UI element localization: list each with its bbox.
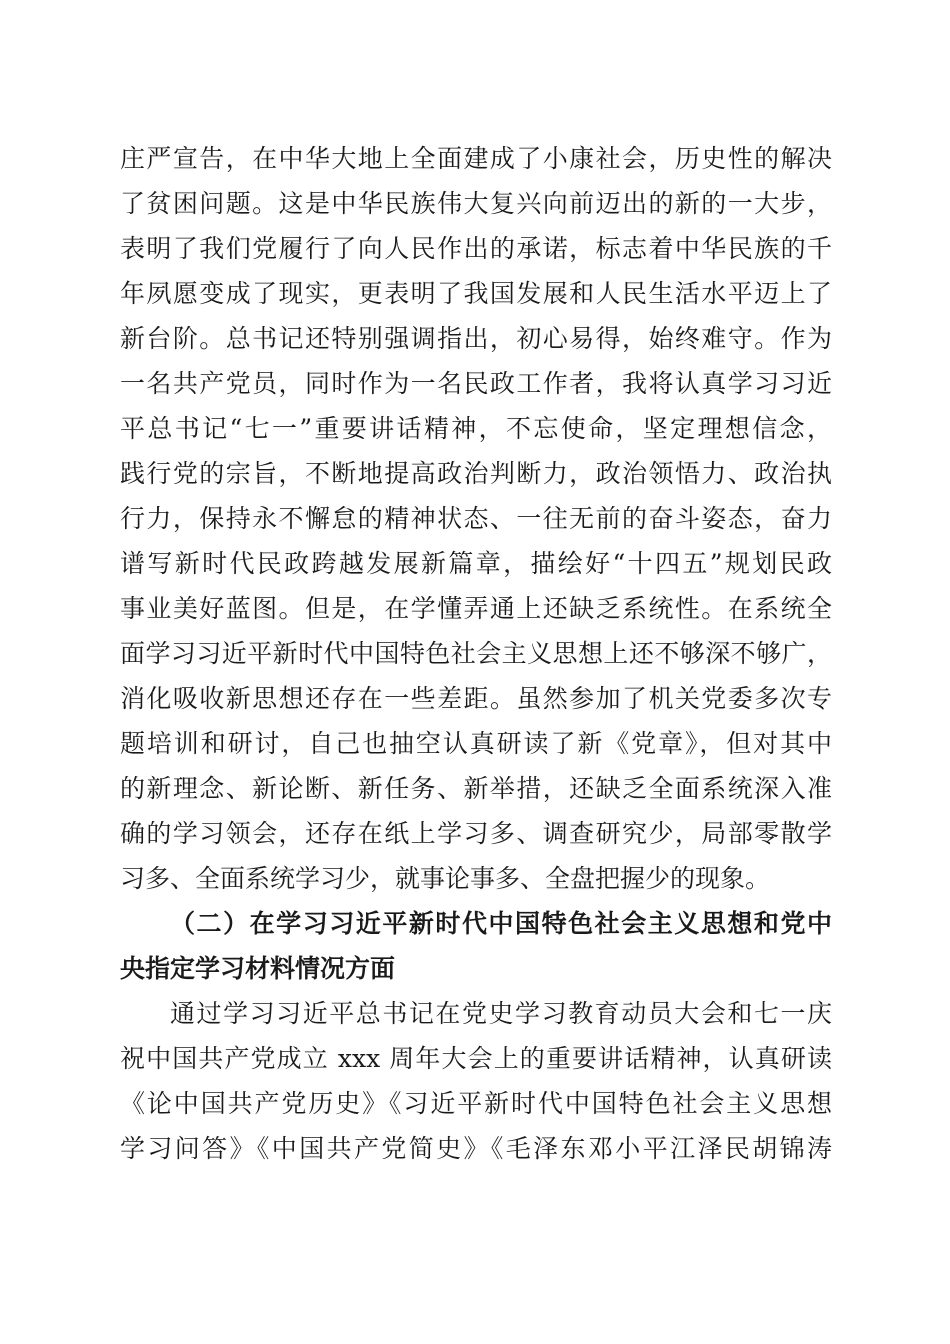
section-heading bbox=[120, 901, 832, 991]
paragraph-line: 事业美好蓝图。但是，在学懂弄通上还缺乏系统性。在系统全 bbox=[120, 594, 832, 623]
paragraph-line: 确的学习领会，还存在纸上学习多、调查研究少，局部零散学 bbox=[120, 819, 832, 848]
paragraph-line: 习多、全面系统学习少，就事论事多、全盘把握少的现象。 bbox=[120, 864, 771, 893]
paragraph-line: 表明了我们党履行了向人民作出的承诺，标志着中华民族的千 bbox=[120, 234, 832, 263]
heading-line: 央指定学习材料情况方面 bbox=[120, 954, 396, 983]
paragraph-line: 新台阶。总书记还特别强调指出，初心易得，始终难守。作为 bbox=[120, 324, 832, 353]
paragraph-line: 学习问答》《中国共产党简史》《毛泽东邓小平江泽民胡锦涛 bbox=[120, 1134, 832, 1163]
paragraph-line: 了贫困问题。这是中华民族伟大复兴向前迈出的新的一大步， bbox=[120, 189, 832, 218]
document-body bbox=[120, 136, 832, 1171]
paragraph-line: 庄严宣告，在中华大地上全面建成了小康社会，历史性的解决 bbox=[120, 144, 832, 173]
paragraph-line: 题培训和研讨，自己也抽空认真研读了新《党章》，但对其中 bbox=[120, 729, 832, 758]
paragraph-line: 平总书记“七一”重要讲话精神，不忘使命，坚定理想信念， bbox=[120, 414, 832, 443]
paragraph-2 bbox=[120, 991, 832, 1171]
heading-line: （二）在学习习近平新时代中国特色社会主义思想和党中 bbox=[170, 909, 832, 938]
paragraph-line: 谱写新时代民政跨越发展新篇章，描绘好“十四五”规划民政 bbox=[120, 549, 832, 578]
paragraph-line: 一名共产党员，同时作为一名民政工作者，我将认真学习习近 bbox=[120, 369, 832, 398]
paragraph-line: 行力，保持永不懈怠的精神状态、一往无前的奋斗姿态，奋力 bbox=[120, 504, 832, 533]
paragraph-1 bbox=[120, 136, 832, 901]
paragraph-line: 祝中国共产党成立 xxx 周年大会上的重要讲话精神，认真研读 bbox=[120, 1044, 832, 1073]
paragraph-line: 通过学习习近平总书记在党史学习教育动员大会和七一庆 bbox=[170, 999, 832, 1028]
paragraph-line: 面学习习近平新时代中国特色社会主义思想上还不够深不够广， bbox=[120, 639, 832, 668]
paragraph-line: 消化吸收新思想还存在一些差距。虽然参加了机关党委多次专 bbox=[120, 684, 832, 713]
paragraph-line: 的新理念、新论断、新任务、新举措，还缺乏全面系统深入准 bbox=[120, 774, 832, 803]
paragraph-line: 《论中国共产党历史》《习近平新时代中国特色社会主义思想 bbox=[120, 1089, 832, 1118]
paragraph-line: 践行党的宗旨，不断地提高政治判断力，政治领悟力、政治执 bbox=[120, 459, 832, 488]
paragraph-line: 年夙愿变成了现实，更表明了我国发展和人民生活水平迈上了 bbox=[120, 279, 832, 308]
